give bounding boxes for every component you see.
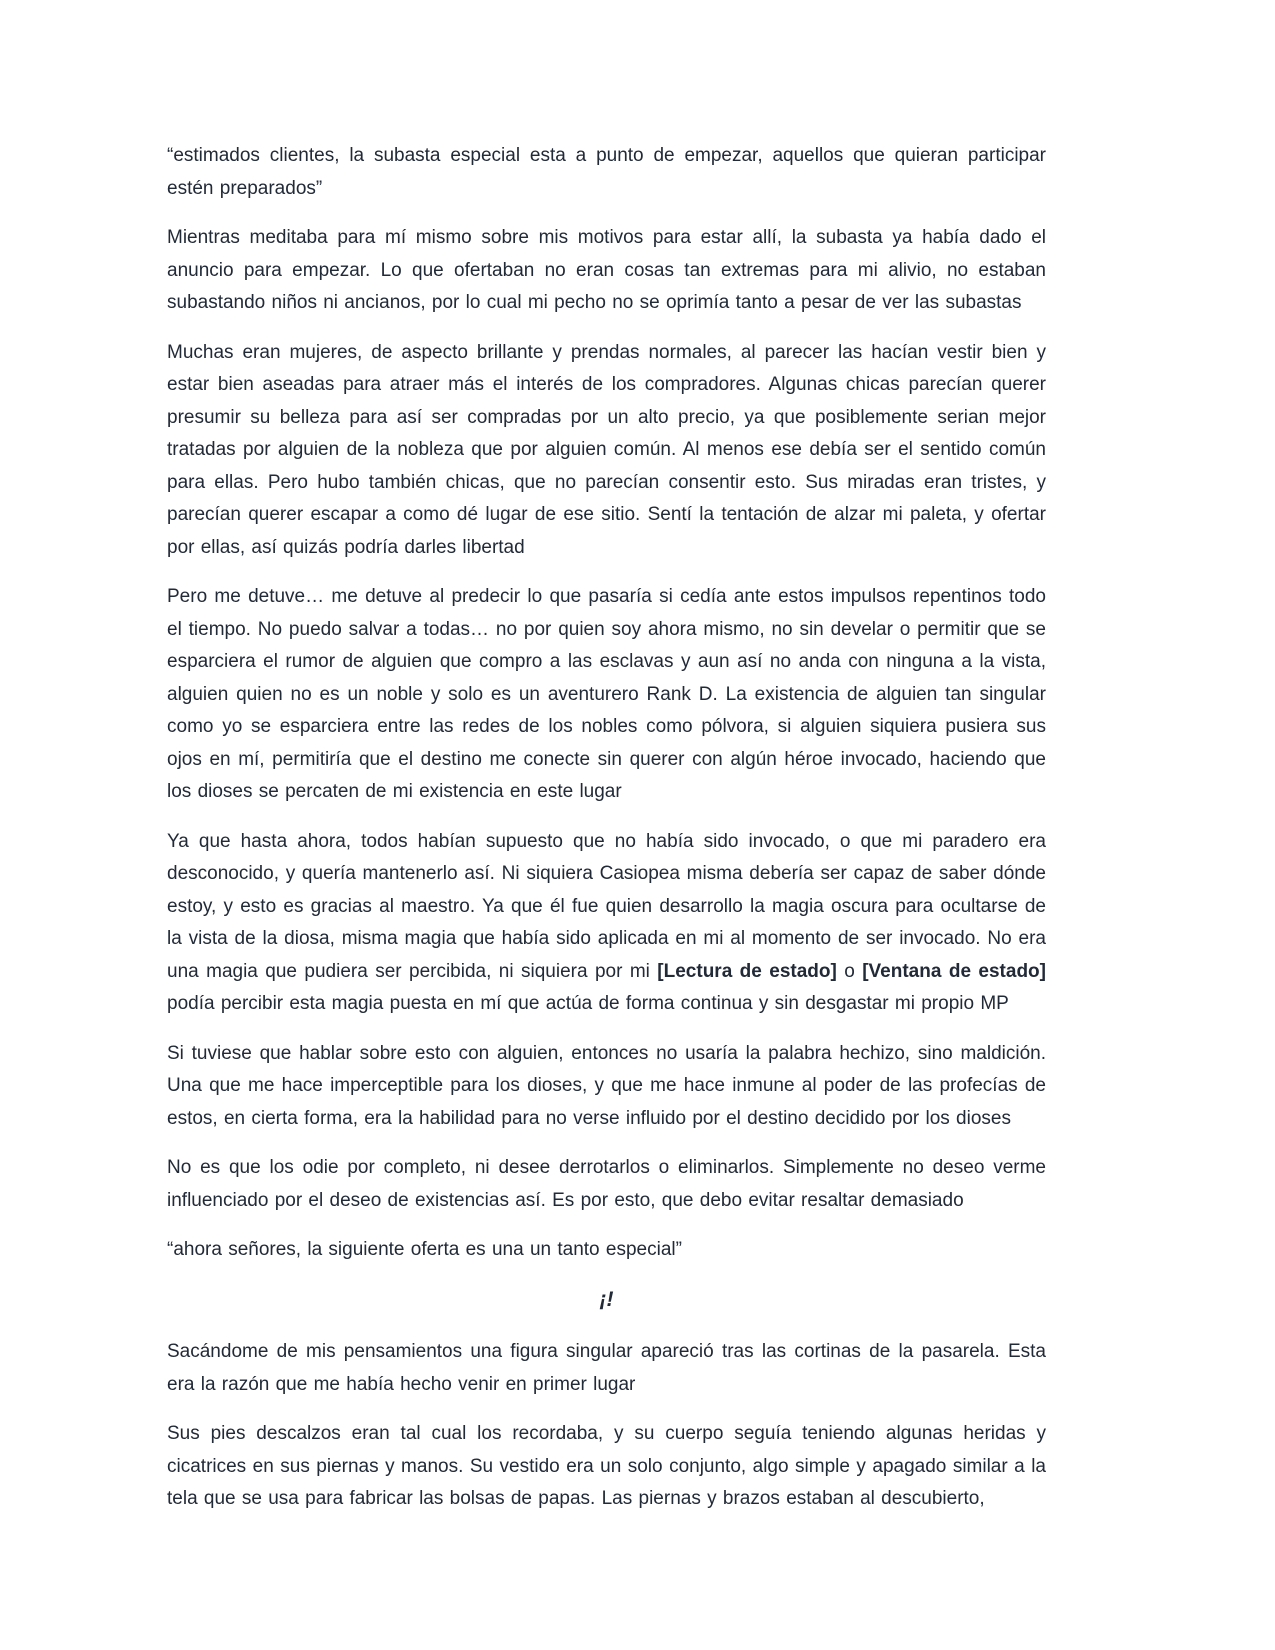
- text-run: Muchas eran mujeres, de aspecto brillante y prendas normales, al parecer las hacían vestir bien y estar bien aseadas para atraer más el interés de los compradores. Algunas chicas parecían querer presumir su belleza para así ser compradas por un alto precio, ya que posiblemente serian mejor tratadas por alguien de la nobleza que por alguien común. Al menos ese debía ser el sentido común para ellas. Pero hubo también chicas, que no parecían consentir esto. Sus miradas eran tristes, y parecían querer escapar a como dé lugar de ese sitio. Sentí la tentación de alzar mi paleta, y ofertar por ellas, así quizás podría darles libertad: [167, 341, 1046, 558]
- text-run: Pero me detuve… me detuve al predecir lo que pasaría si cedía ante estos impulsos repentinos todo el tiempo. No puedo salvar a todas… no por quien soy ahora mismo, no sin develar o permitir que se esparciera el rumor de alguien que compro a las esclavas y aun así no anda con ninguna a la vista, alguien quien no es un noble y solo es un aventurero Rank D. La existencia de alguien tan singular como yo se esparciera entre las redes de los nobles como pólvora, si alguien siquiera pusiera sus ojos en mí, permitiría que el destino me conecte sin querer con algún héroe invocado, haciendo que los dioses se percaten de mi existencia en este lugar: [167, 586, 1046, 802]
- paragraph-hidden-magic: [167, 826, 1046, 1021]
- text-run: Sus pies descalzos eran tal cual los recordaba, y su cuerpo seguía teniendo algunas heridas y cicatrices en sus piernas y manos. Su vestido era un solo conjunto, algo simple y apagado similar a la tela que se usa para fabricar las bolsas de papas. Las piernas y brazos estaban al descubierto,: [167, 1423, 1046, 1509]
- section-divider: [167, 1284, 1046, 1317]
- paragraph-figure-appears: [167, 1336, 1046, 1401]
- paragraph-figure-description: [167, 1418, 1046, 1516]
- text-run: podía percibir esta magia puesta en mí que actúa de forma continua y sin desgastar mi propio MP: [167, 993, 1009, 1014]
- paragraph-women-description: [167, 337, 1046, 565]
- text-run: No es que los odie por completo, ni desee derrotarlos o eliminarlos. Simplemente no deseo verme influenciado por el deseo de existencias así. Es por esto, que debo evitar resaltar demasiado: [167, 1157, 1046, 1211]
- text-run: “ahora señores, la siguiente oferta es una un tanto especial”: [167, 1239, 682, 1260]
- paragraph-quote-special-offer: [167, 1234, 1046, 1267]
- paragraph-curse: [167, 1038, 1046, 1136]
- paragraph-quote-announcement: [167, 140, 1046, 205]
- text-run: Sacándome de mis pensamientos una figura singular apareció tras las cortinas de la pasarela. Esta era la razón que me había hecho venir en primer lugar: [167, 1341, 1046, 1395]
- emphasized-text-run: ¡!: [599, 1287, 614, 1311]
- text-run: o: [836, 960, 863, 982]
- emphasized-text-run: [Ventana de estado]: [862, 960, 1046, 982]
- text-run: Ya que hasta ahora, todos habían supuesto que no había sido invocado, o que mi paradero era desconocido, y quería mantenerlo así. Ni siquiera Casiopea misma debería ser capaz de saber dónde estoy, y esto es gracias al maestro. Ya que él fue quien desarrollo la magia oscura para ocultarse de la vista de la diosa, misma magia que había sido aplicada en mi al momento de ser invocado. No era una magia que pudiera ser percibida, ni siquiera por mi: [167, 830, 1046, 982]
- paragraph-meditation: [167, 222, 1046, 320]
- text-run: “estimados clientes, la subasta especial esta a punto de empezar, aquellos que quieran participar estén preparados”: [167, 145, 1046, 199]
- emphasized-text-run: [Lectura de estado]: [657, 960, 837, 982]
- document-body: [167, 140, 1046, 1516]
- text-run: Mientras meditaba para mí mismo sobre mis motivos para estar allí, la subasta ya había dado el anuncio para empezar. Lo que ofertaban no eran cosas tan extremas para mi alivio, no estaban subastando niños ni ancianos, por lo cual mi pecho no se oprimía tanto a pesar de ver las subastas: [167, 227, 1046, 313]
- paragraph-gods-opinion: [167, 1152, 1046, 1217]
- paragraph-restraint: [167, 581, 1046, 809]
- text-run: Si tuviese que hablar sobre esto con alguien, entonces no usaría la palabra hechizo, sino maldición. Una que me hace imperceptible para los dioses, y que me hace inmune al poder de las profecías de estos, en cierta forma, era la habilidad para no verse influido por el destino decidido por los dioses: [167, 1042, 1046, 1129]
